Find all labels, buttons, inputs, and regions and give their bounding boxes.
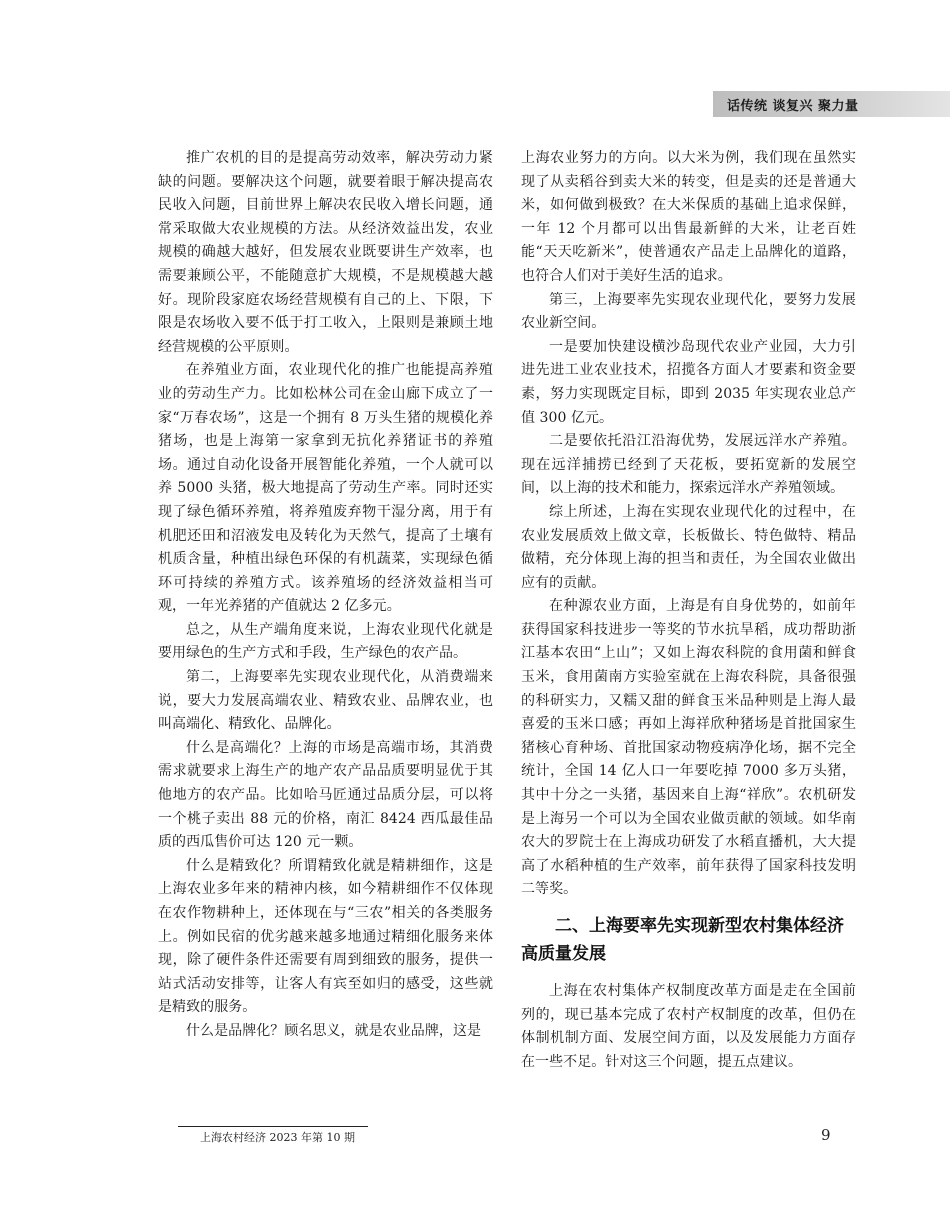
- page-number: 9: [821, 1126, 831, 1144]
- journal-issue: 上海农村经济 2023 年第 10 期: [200, 1131, 355, 1144]
- paragraph: 什么是高端化？上海的市场是高端市场，其消费需求就要求上海生产的地产农产品品质要明显优于其他地方的农产品。比如哈马匠通过品质分层，可以将一个桃子卖出 88 元的价格，南汇 8424 西瓜最佳品质的西瓜售价可达 120 元一颗。: [158, 739, 493, 851]
- footer-divider: [178, 1126, 368, 1127]
- paragraph: 在养殖业方面，农业现代化的推广也能提高养殖业的劳动生产力。比如松林公司在金山廊下成立了一家“万春农场”，这是一个拥有 8 万头生猪的规模化养猪场，也是上海第一家拿到无抗化养猪证书的养殖场。通过自动化设备开展智能化养殖，一个人就可以养 5000 头猪，极大地提高了劳动生产率。同时还实现了绿色循环养殖，将养殖废弃物干湿分离，用于有机肥还田和沼液发电及转化为天然气，提高了土壤有机质含量，种植出绿色环保的有机蔬菜，实现绿色循环可持续的养殖方式。该养殖场的经济效益相当可观，一年光养猪的产值就达 2 亿多元。: [158, 362, 493, 615]
- paragraph: 一是要加快建设横沙岛现代农业产业园，大力引进先进工业农业技术，招揽各方面人才要素和资金要素，努力实现既定目标，即到 2035 年实现农业总产值 300 亿元。: [521, 338, 856, 426]
- paragraph: 推广农机的目的是提高劳动效率，解决劳动力紧缺的问题。要解决这个问题，就要着眼于解决提高农民收入问题，目前世界上解决农民收入增长问题，通常采取做大农业规模的方法。从经济效益出发，农业规模的确越大越好，但发展农业既要讲生产效率，也需要兼顾公平，不能随意扩大规模，不是规模越大越好。现阶段家庭农场经营规模有自己的上、下限，下限是农场收入要不低于打工收入，上限则是兼顾土地经营规模的公平原则。: [158, 150, 493, 355]
- paragraph: 第二，上海要率先实现农业现代化，从消费端来说，要大力发展高端农业、精致农业、品牌农业，也叫高端化、精致化、品牌化。: [158, 669, 493, 733]
- column-tag: [713, 91, 950, 117]
- paragraph-continued: 上海农业努力的方向。以大米为例，我们现在虽然实现了从卖稻谷到卖大米的转变，但是卖的还是普通大米，如何做到极致？在大米保质的基础上追求保鲜，一年 12 个月都可以出售最新鲜的大米，让老百姓能“天天吃新米”，使普通农产品走上品牌化的道路，也符合人们对于美好生活的追求。: [521, 150, 856, 284]
- right-column: [521, 147, 856, 1074]
- paragraph: 什么是品牌化？顾名思义，就是农业品牌，这是: [186, 1022, 482, 1039]
- paragraph: 总之，从生产端角度来说，上海农业现代化就是要用绿色的生产方式和手段，生产绿色的农产品。: [158, 621, 493, 662]
- section-heading: 二、上海要率先实现新型农村集体经济高质量发展: [521, 916, 844, 964]
- paragraph: 什么是精致化？所谓精致化就是精耕细作，这是上海农业多年来的精神内核，如今精耕细作不仅体现在农作物耕种上，还体现在与“三农”相关的各类服务上。例如民宿的优劣越来越多地通过精细化服务来体现，除了硬件条件还需要有周到细致的服务，提供一站式活动安排等，让客人有宾至如归的感受，这些就是精致的服务。: [158, 857, 493, 1016]
- paragraph: 在种源农业方面，上海是有自身优势的，如前年获得国家科技进步一等奖的节水抗旱稻，成功帮助浙江基本农田“上山”；又如上海农科院的食用菌和鲜食玉米，食用菌南方实验室就在上海农科院，具备很强的科研实力，又糯又甜的鲜食玉米品种则是上海人最喜爱的玉米口感；再如上海祥欣种猪场是首批国家生猪核心育种场、首批国家动物疫病净化场，据不完全统计，全国 14 亿人口一年要吃掉 7000 多万头猪，其中十分之一头猪，基因来自上海“祥欣”。农机研发是上海另一个可以为全国农业做贡献的领域。如华南农大的罗院士在上海成功研发了水稻直播机，大大提高了水稻种植的生产效率，前年获得了国家科技发明二等奖。: [521, 598, 856, 898]
- paragraph: 二是要依托沿江沿海优势，发展远洋水产养殖。现在远洋捕捞已经到了天花板，要拓宽新的发展空间，以上海的技术和能力，探索远洋水产养殖领域。: [521, 433, 856, 497]
- paragraph: 综上所述，上海在实现农业现代化的过程中，在农业发展质效上做文章，长板做长、特色做特、精品做精，充分体现上海的担当和责任，为全国农业做出应有的贡献。: [521, 503, 856, 591]
- left-column: [158, 147, 493, 1044]
- paragraph: 第三，上海要率先实现农业现代化，要努力发展农业新空间。: [521, 291, 856, 332]
- paragraph: 上海在农村集体产权制度改革方面是走在全国前列的，现已基本完成了农村产权制度的改革，但仍在体制机制方面、发展空间方面，以及发展能力方面存在一些不足。针对这三个问题，提五点建议。: [521, 983, 856, 1070]
- column-tag-text: 话传统 谈复兴 聚力量: [727, 99, 859, 114]
